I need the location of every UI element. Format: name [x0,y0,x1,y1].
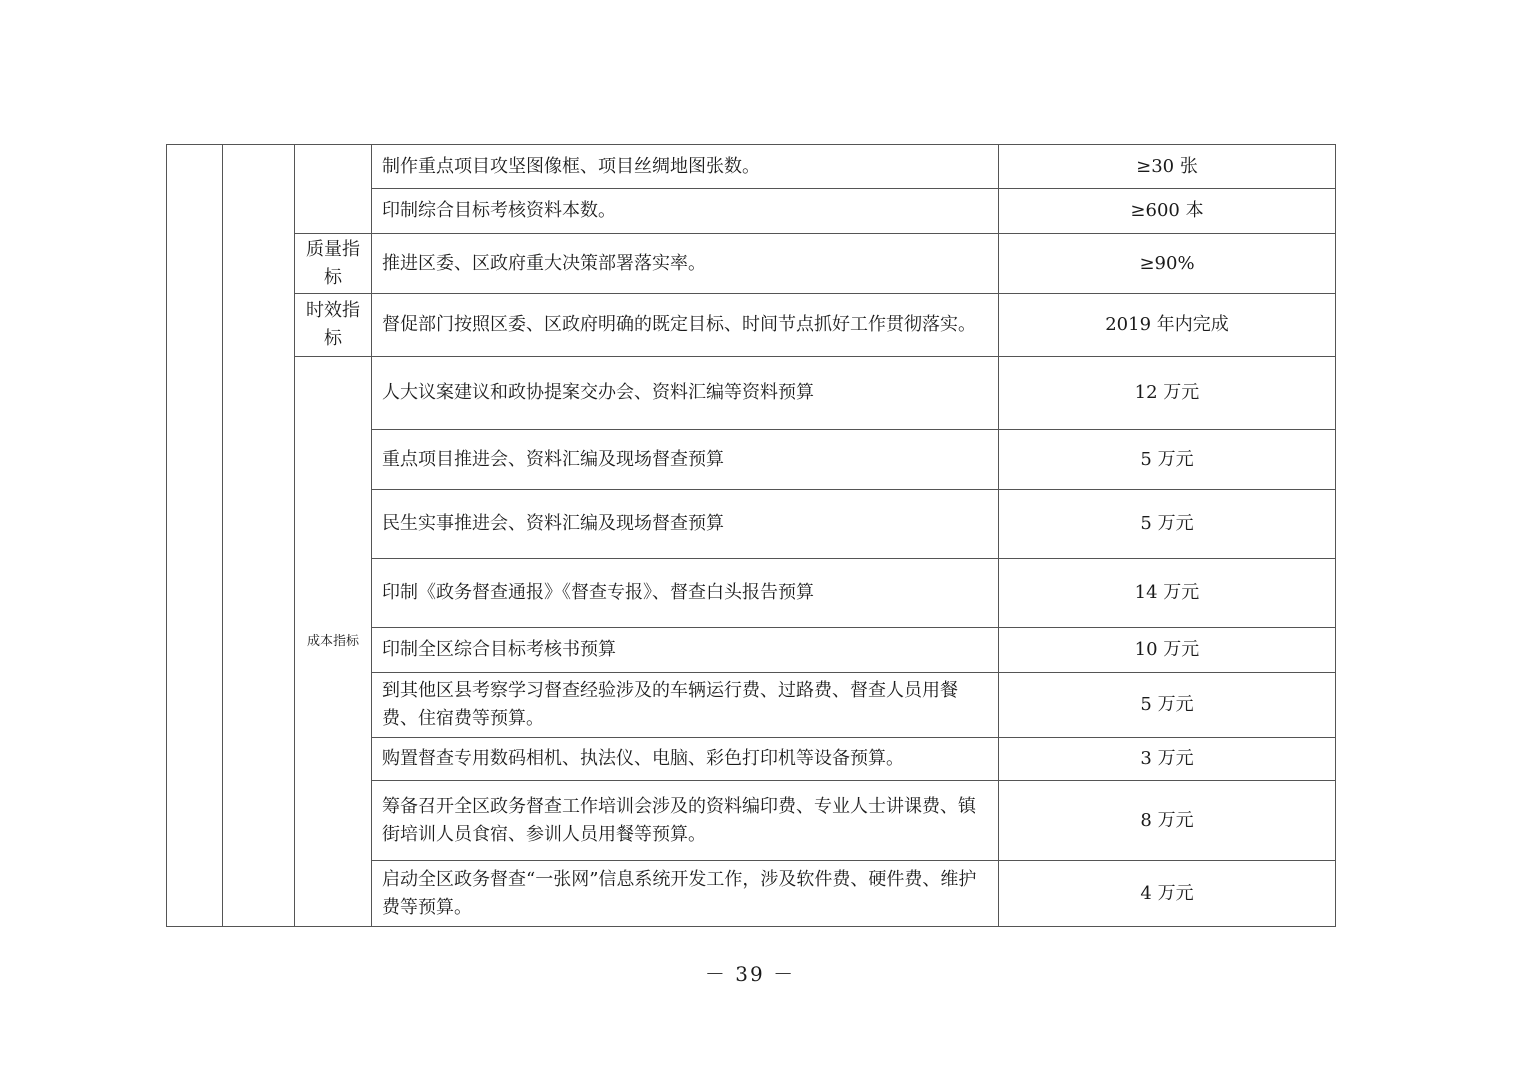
row-description: 制作重点项目攻坚图像框、项目丝绸地图张数。 [372,145,999,189]
quantity-category-cell [295,145,372,234]
table-row [167,234,1336,294]
row-value: 3 万元 [999,738,1336,781]
table-row [167,145,1336,189]
row-value: 5 万元 [999,673,1336,738]
row-description: 印制《政务督查通报》《督查专报》、督查白头报告预算 [372,559,999,628]
row-value: 10 万元 [999,628,1336,673]
row-value: 5 万元 [999,490,1336,559]
row-value: 2019 年内完成 [999,294,1336,357]
row-description: 重点项目推进会、资料汇编及现场督查预算 [372,430,999,490]
row-description: 推进区委、区政府重大决策部署落实率。 [372,234,999,294]
row-description: 人大议案建议和政协提案交办会、资料汇编等资料预算 [372,357,999,430]
row-value: 5 万元 [999,430,1336,490]
quality-category-label: 质量指标 [295,234,372,294]
row-value: 14 万元 [999,559,1336,628]
row-description: 购置督查专用数码相机、执法仪、电脑、彩色打印机等设备预算。 [372,738,999,781]
row-value: ≥90% [999,234,1336,294]
page-number: － 39 － [704,962,796,986]
row-description: 印制综合目标考核资料本数。 [372,189,999,234]
indicator-table [166,144,1336,927]
level1-cell [167,145,223,927]
level2-cell [223,145,295,927]
row-description: 筹备召开全区政务督查工作培训会涉及的资料编印费、专业人士讲课费、镇街培训人员食宿、参训人员用餐等预算。 [372,781,999,861]
row-value: 8 万元 [999,781,1336,861]
table-row [167,357,1336,430]
row-description: 印制全区综合目标考核书预算 [372,628,999,673]
row-value: ≥30 张 [999,145,1336,189]
row-description: 民生实事推进会、资料汇编及现场督查预算 [372,490,999,559]
row-value: 12 万元 [999,357,1336,430]
table-row [167,294,1336,357]
row-value: 4 万元 [999,861,1336,927]
timeliness-category-label: 时效指标 [295,294,372,357]
cost-category-label: 成本指标 [295,357,372,927]
row-description: 启动全区政务督查“一张网”信息系统开发工作，涉及软件费、硬件费、维护费等预算。 [372,861,999,927]
row-description: 督促部门按照区委、区政府明确的既定目标、时间节点抓好工作贯彻落实。 [372,294,999,357]
row-value: ≥600 本 [999,189,1336,234]
row-description: 到其他区县考察学习督查经验涉及的车辆运行费、过路费、督查人员用餐费、住宿费等预算。 [372,673,999,738]
